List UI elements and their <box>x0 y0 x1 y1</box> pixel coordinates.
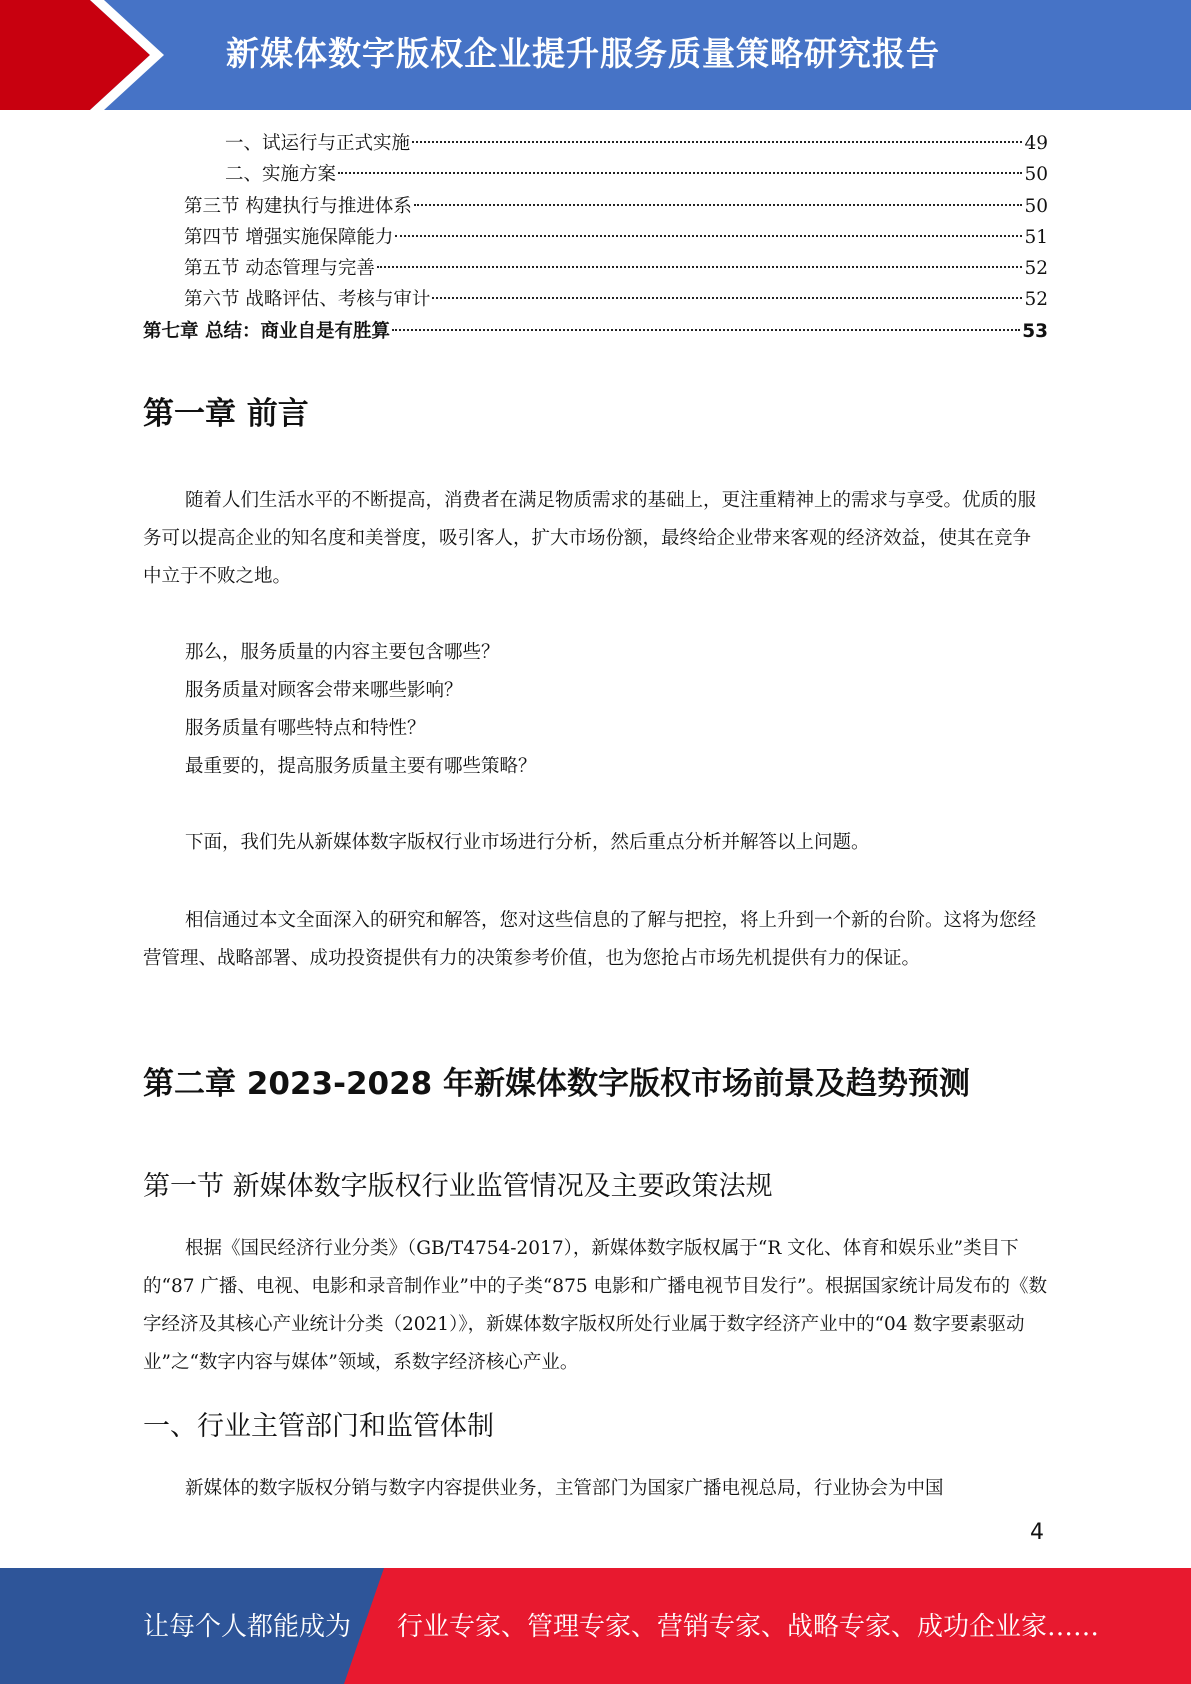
toc-entry-page: 52 <box>1024 258 1048 280</box>
toc-entry-label: 第五节 动态管理与完善 <box>184 258 375 280</box>
footer-slogan-right: 行业专家、管理专家、营销专家、战略专家、成功企业家…… <box>397 1612 1100 1642</box>
chapter2-heading: 第二章 2023-2028 年新媒体数字版权市场前景及趋势预测 <box>143 1066 971 1102</box>
toc-entry-page: 52 <box>1024 289 1048 311</box>
toc-leader-dots <box>395 235 1022 237</box>
toc-entry[interactable] <box>143 284 1048 315</box>
toc-entry-label: 二、实施方案 <box>225 164 337 186</box>
toc-entry-label: 第七章 总结：商业自是有胜算 <box>143 320 390 342</box>
subsection1-paragraph: 新媒体的数字版权分销与数字内容提供业务，主管部门为国家广播电视总局，行业协会为中国 <box>185 1478 944 1499</box>
chapter1-paragraph-3: 相信通过本文全面深入的研究和解答，您对这些信息的了解与把控，将上升到一个新的台阶。这将为您经营管理、战略部署、成功投资提供有力的决策参考价值，也为您抢占市场先机提供有力的保证。 <box>143 910 1037 969</box>
chapter1-paragraph-1: 随着人们生活水平的不断提高，消费者在满足物质需求的基础上，更注重精神上的需求与享受。优质的服务可以提高企业的知名度和美誉度，吸引客人，扩大市场份额，最终给企业带来客观的经济效益，使其在竞争中立于不败之地。 <box>143 490 1037 587</box>
question-line: 服务质量对顾客会带来哪些影响？ <box>185 680 463 701</box>
toc-entry[interactable] <box>143 128 1048 159</box>
subsection1-heading: 一、行业主管部门和监管体制 <box>143 1411 494 1442</box>
chapter1-heading: 第一章 前言 <box>143 396 309 432</box>
question-line: 服务质量有哪些特点和特性？ <box>185 718 426 739</box>
toc-leader-dots <box>377 266 1023 268</box>
toc-leader-dots <box>338 172 1022 174</box>
chapter1-paragraph-2: 下面，我们先从新媒体数字版权行业市场进行分析，然后重点分析并解答以上问题。 <box>185 832 870 853</box>
toc-entry-label: 一、试运行与正式实施 <box>225 133 411 154</box>
toc-entry[interactable] <box>143 191 1048 222</box>
page-footer <box>0 1568 1191 1684</box>
toc-entry-page: 53 <box>1022 320 1048 342</box>
page-header <box>0 0 1191 110</box>
toc-entry[interactable] <box>143 159 1048 190</box>
toc-entry-label: 第三节 构建执行与推进体系 <box>184 195 412 217</box>
toc-leader-dots <box>412 141 1022 143</box>
question-line: 那么，服务质量的内容主要包含哪些？ <box>185 642 500 663</box>
toc-entry-chapter[interactable] <box>143 316 1048 347</box>
toc-entry[interactable] <box>143 253 1048 284</box>
table-of-contents <box>143 128 1048 347</box>
section1-heading: 第一节 新媒体数字版权行业监管情况及主要政策法规 <box>143 1171 773 1202</box>
toc-entry-page: 50 <box>1024 164 1048 186</box>
question-line: 最重要的，提高服务质量主要有哪些策略？ <box>185 756 537 777</box>
page-number: 4 <box>1030 1520 1044 1545</box>
footer-slogan-left: 让每个人都能成为 <box>143 1612 352 1642</box>
section1-paragraph: 根据《国民经济行业分类》（GB/T4754-2017），新媒体数字版权属于“R 文化、体育和娱乐业”类目下的“87 广播、电视、电影和录音制作业”中的子类“875 电影和广播电视节目发行”。根据国家统计局发布的《数字经济及其核心产业统计分类（2021）》，新媒体数字版权所处行业属于数字经济产业中的“04 数字要素驱动业”之“数字内容与媒体”领域，系数字经济核心产业。 <box>143 1238 1047 1373</box>
toc-entry-page: 50 <box>1024 195 1048 217</box>
toc-entry-label: 第四节 增强实施保障能力 <box>184 226 394 248</box>
toc-leader-dots <box>392 329 1020 331</box>
toc-leader-dots <box>414 204 1023 206</box>
toc-entry-label: 第六节 战略评估、考核与审计 <box>184 289 431 311</box>
toc-entry-page: 51 <box>1024 226 1048 248</box>
toc-entry[interactable] <box>143 222 1048 253</box>
toc-leader-dots <box>432 297 1022 299</box>
report-title: 新媒体数字版权企业提升服务质量策略研究报告 <box>226 34 940 73</box>
toc-entry-page: 49 <box>1024 133 1048 154</box>
